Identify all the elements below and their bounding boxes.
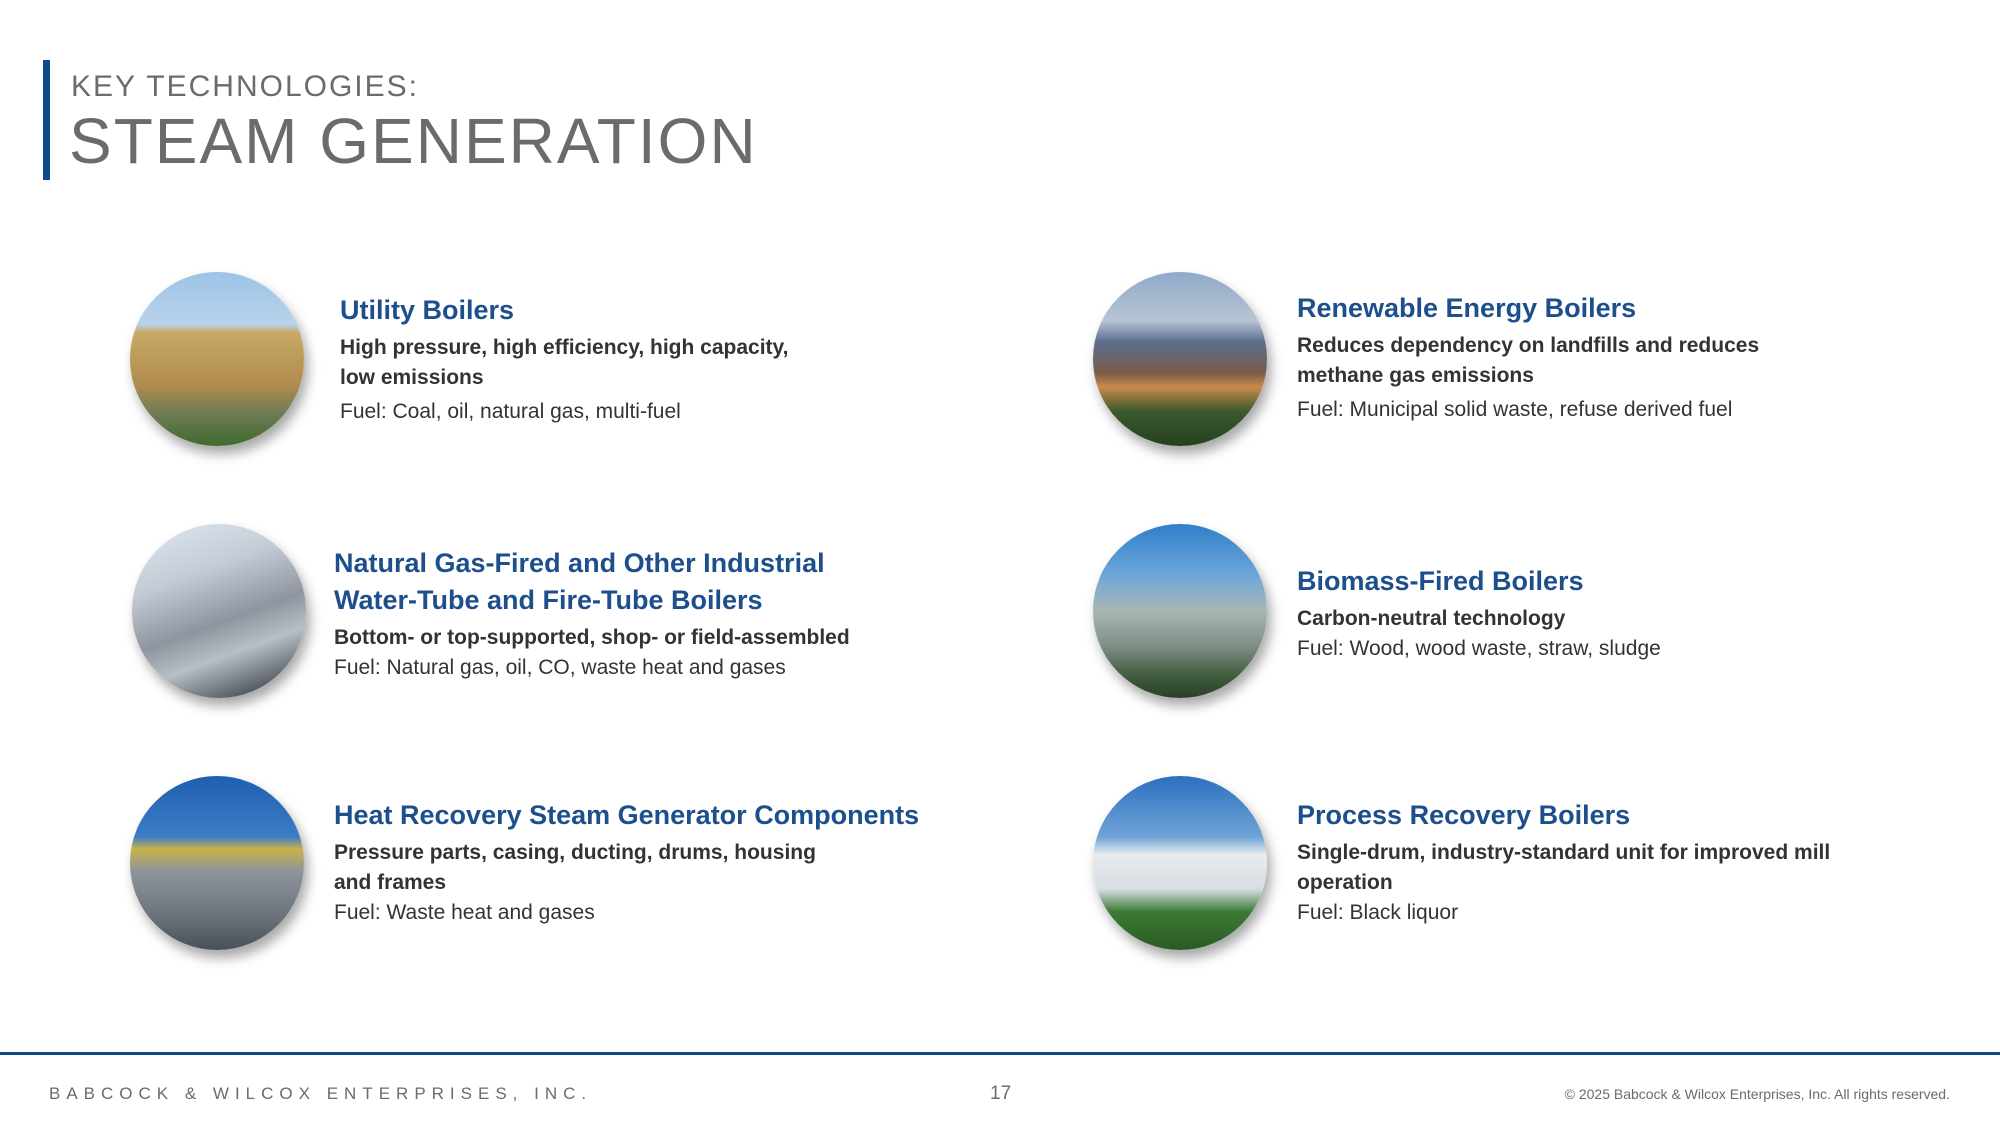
item-title: Renewable Energy Boilers (1297, 293, 1637, 323)
page-title: STEAM GENERATION (69, 105, 758, 177)
item-title: Process Recovery Boilers (1297, 800, 1631, 830)
item-title: Natural Gas-Fired and Other Industrial Water-Tube and Fire-Tube Boilers (334, 548, 825, 615)
renewable-plant-image (1093, 272, 1267, 446)
item-hrsg-components (334, 797, 974, 928)
item-description: Single-drum, industry-standard unit for improved mill operation (1297, 841, 1831, 894)
biomass-plant-image (1093, 524, 1267, 698)
item-title: Heat Recovery Steam Generator Components (334, 800, 920, 830)
recovery-boiler-image (1093, 776, 1267, 950)
footer-company: BABCOCK & WILCOX ENTERPRISES, INC. (49, 1084, 593, 1103)
item-fuel: Fuel: Black liquor (1297, 901, 1459, 924)
footer-divider (0, 1052, 2000, 1055)
item-utility-boilers (340, 292, 940, 427)
page-kicker: KEY TECHNOLOGIES: (71, 70, 419, 103)
item-title: Biomass-Fired Boilers (1297, 566, 1584, 596)
page-number: 17 (990, 1083, 1012, 1104)
industrial-boiler-image (132, 524, 306, 698)
item-fuel: Fuel: Coal, oil, natural gas, multi-fuel (340, 400, 681, 423)
title-accent-bar (43, 60, 50, 180)
footer-copyright: © 2025 Babcock & Wilcox Enterprises, Inc. All rights reserved. (1564, 1086, 1950, 1102)
item-fuel: Fuel: Wood, wood waste, straw, sludge (1297, 637, 1661, 660)
utility-boiler-image (130, 272, 304, 446)
item-fuel: Fuel: Municipal solid waste, refuse derived fuel (1297, 398, 1733, 421)
hrsg-image (130, 776, 304, 950)
item-description: Reduces dependency on landfills and reduces methane gas emissions (1297, 334, 1760, 387)
item-description: Bottom- or top-supported, shop- or field-assembled (334, 626, 850, 649)
item-description: Pressure parts, casing, ducting, drums, housing and frames (334, 841, 816, 894)
item-fuel: Fuel: Waste heat and gases (334, 901, 595, 924)
item-biomass-boilers (1297, 563, 1897, 664)
item-description: Carbon-neutral technology (1297, 607, 1566, 630)
item-industrial-boilers (334, 545, 894, 683)
item-fuel: Fuel: Natural gas, oil, CO, waste heat and gases (334, 656, 786, 679)
item-title: Utility Boilers (340, 295, 515, 325)
item-renewable-energy-boilers (1297, 290, 1897, 425)
item-description: High pressure, high efficiency, high capacity, low emissions (340, 336, 789, 389)
item-process-recovery-boilers (1297, 797, 1897, 928)
